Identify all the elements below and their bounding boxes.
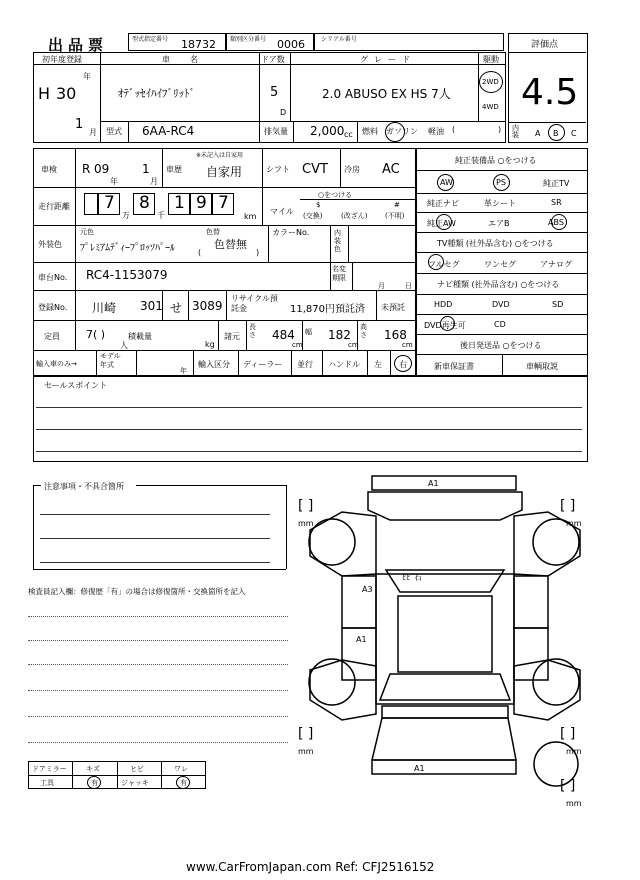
legend-door-mirror: ドアミラー (32, 765, 67, 773)
ac-label: 冷房 (344, 165, 360, 174)
mark-left-rear: A1 (356, 635, 367, 644)
serial-box (314, 33, 504, 51)
capacity-unit: 人 (120, 341, 128, 350)
exchange-label: (交換) (303, 212, 323, 220)
expiry-month-suffix: 月 (378, 282, 385, 290)
hash-label: # (394, 201, 400, 209)
fuel-value: ガソリン (386, 127, 418, 136)
inspector-label: 検査員記入欄：修復歴「有」の場合は修復箇所・交換箇所を記入 (28, 587, 246, 596)
capacity-label: 定員 (44, 332, 60, 341)
height-value: 168 (384, 328, 407, 342)
plate-number: 3089 (192, 299, 223, 313)
navi-hdd: HDD (434, 300, 453, 309)
mm-spare: mm (566, 799, 582, 808)
equip-genuine-aw: 純正AW (427, 219, 456, 228)
drive-4wd: 4WD (482, 103, 499, 111)
mileage-digit-2: 8 (139, 193, 150, 213)
mileage-circle-prompt: ○をつける (318, 191, 353, 199)
mileage-digit-3: 1 (174, 193, 185, 213)
after-manual: 車輌取説 (526, 362, 558, 371)
plate-kana: せ (170, 301, 183, 315)
displacement-value: 2,000 (310, 124, 345, 138)
tv-header: TV種類 (社外品含む) ○をつける (437, 239, 554, 248)
model-designation-box (128, 33, 226, 51)
legend-scratch: キズ (86, 765, 100, 773)
height-cm: cm (402, 341, 413, 349)
mileage-digit-5: 7 (218, 193, 229, 213)
bracket-rear-right: [ ] (560, 726, 576, 742)
shift-value: CVT (302, 162, 328, 177)
footer-watermark: www.CarFromJapan.com Ref: CFJ2516152 (186, 860, 435, 874)
shaken-year: 09 (94, 162, 110, 176)
bracket-spare: [ ] (560, 778, 576, 794)
repaint-value: 色替無 (214, 238, 247, 251)
page-title: 出品票 (48, 36, 109, 54)
first-reg-year: 30 (56, 84, 77, 103)
equip-ps-circle (493, 174, 510, 191)
bracket-front-right: [ ] (560, 498, 576, 514)
grade-score: 4.5 (521, 72, 579, 113)
import-category-label: 輸入区分 (198, 360, 230, 369)
doors-label: ドア数 (261, 55, 285, 64)
model-year-label: モデル年式 (100, 352, 121, 369)
grade-value: 2.0 ABUSO EX HS 7人 (322, 87, 451, 101)
handle-right-circle (394, 355, 412, 372)
car-damage-diagram (290, 470, 600, 810)
equip-ps: PS (496, 178, 506, 187)
mark-front-bumper: A1 (428, 479, 439, 488)
expiry-day-suffix: 日 (405, 282, 412, 290)
light-oil-paren-close: ) (498, 125, 502, 134)
width-label: 幅 (305, 328, 312, 336)
drive-2wd: 2WD (482, 78, 499, 86)
load-label: 積載量 (128, 332, 152, 341)
handle-right: 右 (399, 360, 407, 369)
shaken-month-unit: 月 (150, 177, 158, 186)
mile-label: マイル (270, 207, 294, 216)
handle-left: 左 (374, 360, 382, 369)
color-no-label: カラーNo. (272, 228, 310, 237)
legend-tools-yes-circle (87, 776, 101, 789)
equip-abs-circle (551, 214, 567, 230)
first-reg-month-unit: 月 (89, 128, 97, 137)
score-label: 評価点 (531, 40, 559, 50)
grade-label: グレード (360, 55, 416, 64)
plate-class: 301 (140, 299, 163, 313)
repaint-label: 色替 (206, 228, 220, 236)
mileage-km: km (244, 212, 257, 221)
fuel-label: 燃料 (362, 127, 378, 136)
equip-navi: 純正ナビ (427, 199, 459, 208)
equip-genuine-aw-circle (436, 214, 452, 230)
ac-value: AC (382, 162, 400, 177)
car-name-label: 車名 (162, 55, 218, 64)
length-value: 484 (272, 328, 295, 342)
recycle-value: 11,870円預託済 (290, 304, 365, 315)
mileage-digit-4: 9 (196, 193, 207, 213)
equip-abs: ABS (548, 218, 564, 227)
private-note: ※未記入は自家用 (196, 152, 244, 159)
use-label: 車歴 (166, 165, 182, 174)
tampered-label: (改ざん) (341, 212, 368, 220)
car-name: ｵﾃﾞｯｾｲﾊｲﾌﾞﾘｯﾄﾞ (118, 87, 195, 100)
first-reg-month: 1 (75, 117, 84, 132)
after-header: 後日発送品 ○をつける (460, 341, 542, 350)
equip-leather: 革シート (484, 199, 516, 208)
first-reg-era: H (38, 84, 51, 103)
interior-grade-b: B (553, 129, 559, 138)
first-reg-year-unit: 年 (83, 72, 91, 81)
mm-rear-right: mm (566, 747, 582, 756)
navi-header: ナビ種類 (社外品含む) ○をつける (437, 280, 560, 289)
notes-label: 注意事項・不具合箇所 (44, 482, 124, 491)
category-box (226, 33, 314, 51)
model-designation-value: 18732 (181, 38, 216, 51)
light-oil-label: 軽油 (428, 127, 444, 136)
mileage-label: 走行距離 (38, 202, 70, 211)
shift-label: シフト (266, 165, 290, 174)
model-designation-label: 型式指定番号 (132, 36, 169, 43)
color-label: 外装色 (38, 240, 62, 249)
legend-tools-yes: 有 (91, 779, 98, 787)
equip-aw-circle (437, 174, 454, 191)
mileage-man: 万 (122, 211, 130, 220)
after-warranty: 新車保証書 (434, 362, 474, 371)
shaken-label: 車検 (41, 165, 57, 174)
height-label: 高さ (360, 323, 367, 339)
parallel-label: 並行 (297, 360, 313, 369)
mark-windshield: ﾋﾋﾞ石 (402, 573, 422, 582)
capacity-value: 7( ) (86, 328, 106, 341)
mm-front-left: mm (298, 519, 314, 528)
displacement-label: 排気量 (264, 127, 288, 136)
legend-jack-yes: 有 (180, 779, 187, 787)
original-color-label: 元色 (80, 228, 94, 236)
doors-value: 5 (270, 85, 279, 100)
unpaid-label: 未預託 (381, 303, 405, 312)
shaken-year-unit: 年 (110, 177, 118, 186)
mm-front-right: mm (566, 519, 582, 528)
displacement-unit: cc (344, 130, 353, 139)
serial-label: シリアル番号 (321, 36, 357, 43)
use-value: 自家用 (206, 165, 243, 179)
interior-grade-a: A (535, 129, 541, 138)
dollar-label: $ (316, 201, 321, 209)
interior-color-label: 内装色 (334, 229, 341, 253)
navi-dvd-play-circle (440, 316, 455, 331)
equip-sr: SR (551, 198, 562, 207)
navi-dvd: DVD (492, 300, 510, 309)
length-cm: cm (292, 341, 303, 349)
mark-left-front: A3 (362, 585, 373, 594)
handle-label: ハンドル (328, 360, 360, 369)
category-value: 0006 (277, 38, 305, 51)
plate-label: 登録No. (38, 303, 68, 312)
original-color: ﾌﾟﾚﾐｱﾑﾃﾞｨｰﾌﾟﾛｯｿﾊﾟｰﾙ (80, 243, 175, 254)
bracket-front-left: [ ] (298, 498, 314, 514)
bracket-rear-left: [ ] (298, 726, 314, 742)
category-label: 類別区分番号 (230, 36, 267, 43)
navi-dvd-play: DVD再生可 (424, 321, 466, 330)
reg-expiry-label: 名変期限 (332, 265, 346, 282)
plate-area: 川崎 (92, 301, 117, 315)
mileage-sen: 千 (157, 211, 165, 220)
light-oil-paren-open: ( (452, 125, 456, 134)
width-value: 182 (328, 328, 351, 342)
equip-tv: 純正TV (543, 179, 570, 188)
sales-point-label: セールスポイント (44, 381, 108, 390)
length-label: 長さ (249, 323, 256, 339)
recycle-label: リサイクル預託金 (231, 294, 278, 313)
dims-label: 諸元 (224, 332, 240, 341)
legend-break: ワレ (174, 765, 188, 773)
score-box (508, 33, 588, 143)
interior-b-circle (548, 124, 565, 141)
mark-rear-bumper: A1 (414, 764, 425, 773)
model-label: 型式 (106, 127, 122, 136)
tv-fullseg: フルセグ (428, 260, 460, 269)
mileage-digit-1: 7 (104, 193, 115, 213)
tv-analog: アナログ (540, 260, 572, 269)
tv-fullseg-circle (428, 254, 444, 270)
chassis-value: RC4-1153079 (86, 268, 168, 282)
tv-oneseg: ワンセグ (484, 260, 516, 269)
fuel-circle (385, 122, 405, 142)
shaken-month: 1 (142, 162, 150, 176)
shaken-era: R (82, 162, 91, 176)
legend-tools: 工具 (40, 779, 54, 787)
chassis-label: 車台No. (38, 273, 68, 282)
model-value: 6AA-RC4 (142, 124, 195, 138)
load-unit: kg (205, 340, 215, 349)
navi-sd: SD (552, 300, 564, 309)
door-type: D (280, 108, 287, 117)
unknown-label: (不明) (385, 212, 405, 220)
first-reg-label: 初年度登録 (42, 55, 82, 64)
drive-2wd-circle (479, 71, 503, 93)
legend-jack-yes-circle (176, 776, 190, 789)
legend-jack: ジャッキ (121, 779, 149, 787)
width-cm: cm (348, 341, 359, 349)
drive-label: 駆動 (483, 55, 499, 64)
equip-aw: AW (440, 178, 453, 187)
interior-label: 内装 (512, 124, 519, 139)
mm-rear-left: mm (298, 747, 314, 756)
genuine-header: 純正装備品 ○をつける (455, 156, 537, 165)
import-label: 輸入車のみ→ (36, 360, 77, 368)
model-year-nen: 年 (180, 367, 187, 375)
legend-crack: ヒビ (130, 765, 144, 773)
navi-cd: CD (494, 320, 506, 329)
dealer-label: ディーラー (243, 360, 283, 369)
equip-airbag: エアB (488, 219, 510, 228)
interior-grade-c: C (571, 129, 577, 138)
sales-point-box (33, 376, 588, 462)
